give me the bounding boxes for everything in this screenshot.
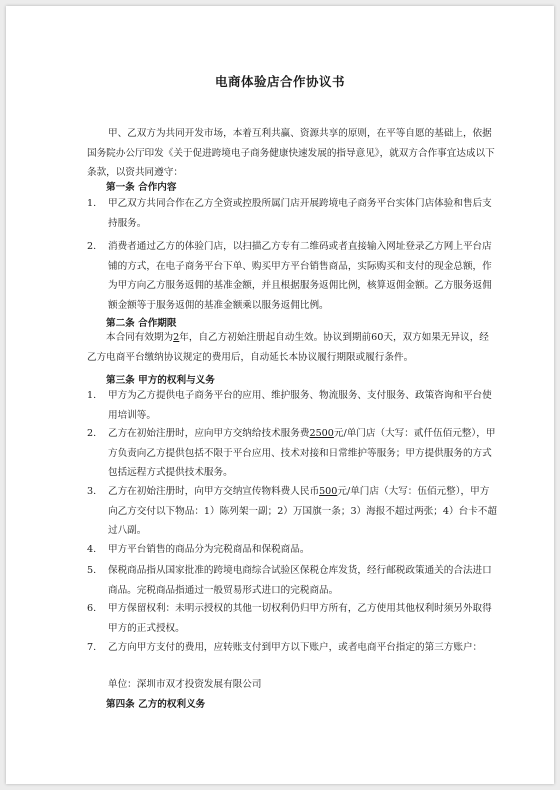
item-number: 4. <box>87 544 97 555</box>
tech-fee-value: 2500 <box>309 428 334 439</box>
item-number: 5. <box>87 565 97 576</box>
fee-text-before: 乙方在初始注册时，应向甲方交纳给技术服务费 <box>108 428 310 439</box>
section-1-item-1 <box>87 194 498 233</box>
section-3-item-3 <box>87 482 498 541</box>
item-number: 1. <box>87 390 97 401</box>
item-text: 甲方为乙方提供电子商务平台的应用、维护服务、物流服务、支付服务、政策咨询和平台使用培训等。 <box>108 390 492 421</box>
item-text: 甲方保留权利：未明示授权的其他一切权利仍归甲方所有，乙方使用其他权利时须另外取得甲方的正式授权。 <box>108 603 492 634</box>
item-number: 2. <box>87 241 97 252</box>
item-text: 保税商品指从国家批准的跨境电商综合试验区保税仓库发货，经行邮税政策通关的合法进口商品。完税商品指通过一般贸易形式进口的完税商品。 <box>108 565 492 596</box>
term-text-after: 年，自乙方初始注册起自动生效。协议到期前60天，双方如果无异议，经乙方电商平台缴纳协议规定的费用后，自动延长本协议履行期限或履行条件。 <box>87 332 489 363</box>
fee-text-after: 元/单门店（大写：贰仟伍佰元整），甲方负责向乙方提供包括不限于平台应用、技术对接和日常维护等服务；甲方提供服务的方式包括远程方式提供技术服务。 <box>108 428 496 478</box>
payee-unit: 单位：深圳市双才投资发展有限公司 <box>108 679 262 690</box>
section-3-item-2 <box>87 424 498 483</box>
item-text: 乙方向甲方支付的费用，应转账支付到甲方以下账户，或者电商平台指定的第三方账户： <box>108 642 483 653</box>
material-fee-text-before: 乙方在初始注册时，向甲方交纳宣传物料费人民币 <box>108 486 320 497</box>
item-text: 甲方平台销售的商品分为完税商品和保税商品。 <box>108 544 310 555</box>
item-text: 消费者通过乙方的体验门店，以扫描乙方专有二维码或者直接输入网址登录乙方网上平台店铺的方式，在电子商务平台下单、购买甲方平台销售商品，实际购买和支付的现金总额，作为甲方向乙方服务返佣的基准金额，并且根据服务返佣比例，核算返佣金额。乙方服务返佣额金额等于服务返佣的基准金额乘以服务返佣比例。 <box>108 241 492 311</box>
item-number: 1. <box>87 198 97 209</box>
item-number: 7. <box>87 642 97 653</box>
section-1-title: 第一条 合作内容 <box>106 182 177 193</box>
section-3-item-4 <box>87 540 498 560</box>
section-1-item-2 <box>87 237 498 315</box>
section-3-item-7 <box>87 638 498 658</box>
document-page <box>6 6 554 784</box>
section-3-item-6 <box>87 599 498 638</box>
item-text: 甲乙双方共同合作在乙方全资或控股所属门店开展跨境电子商务平台实体门店体验和售后支持服务。 <box>108 198 492 229</box>
intro-paragraph: 甲、乙双方为共同开发市场，本着互利共赢、资源共享的原则，在平等自愿的基础上，依据国务院办公厅印发《关于促进跨境电子商务健康快速发展的指导意见》，就双方合作事宜达成以下条款，以资共同遵守： <box>87 128 495 178</box>
section-3-title: 第三条 甲方的权利与义务 <box>106 375 215 386</box>
section-3-item-5 <box>87 561 498 600</box>
section-4-title: 第四条 乙方的权利义务 <box>106 699 206 710</box>
item-number: 3. <box>87 486 97 497</box>
item-number: 2. <box>87 428 97 439</box>
section-3-item-1 <box>87 386 498 425</box>
material-fee-value: 500 <box>319 486 338 497</box>
term-text-before: 本合同有效期为 <box>106 332 174 343</box>
section-2-title: 第二条 合作期限 <box>106 318 177 329</box>
term-years: 2 <box>173 332 180 343</box>
item-text <box>108 424 498 483</box>
item-text <box>108 482 498 541</box>
item-number: 6. <box>87 603 97 614</box>
material-fee-text-after: 元/单门店（大写：伍佰元整），甲方向乙方交付以下物品：1）陈列架一副；2）万国旗一条；3）海报不超过两张；4）台卡不超过八副。 <box>108 486 497 536</box>
document-title: 电商体验店合作协议书 <box>214 74 345 89</box>
section-2-paragraph <box>87 328 498 367</box>
